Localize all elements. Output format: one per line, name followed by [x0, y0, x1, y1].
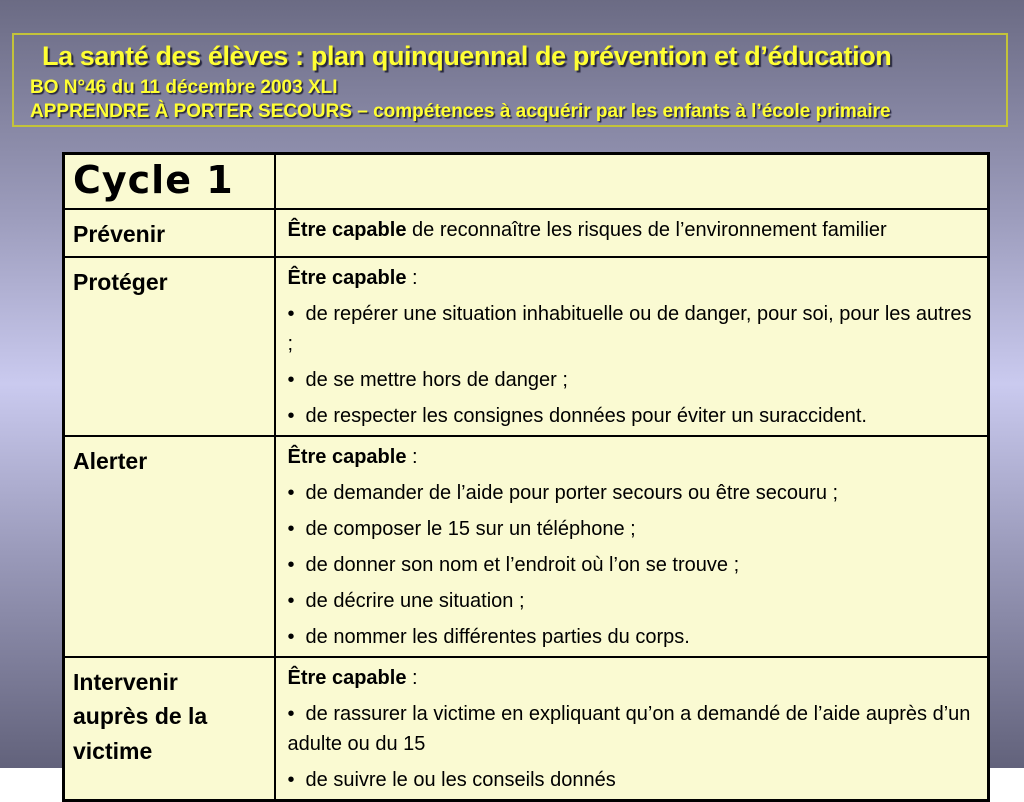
table-row-intervenir	[64, 657, 989, 801]
apprendre-secours-line: APPRENDRE À PORTER SECOURS – compétences à acquérir par les enfants à l’école primaire	[30, 101, 891, 123]
bullet-text: de demander de l’aide pour porter secours ou être secouru ;	[305, 481, 839, 504]
lead-sentence	[288, 663, 978, 693]
list-item	[288, 365, 978, 395]
table-row-prevenir	[64, 209, 989, 257]
cycle-title-cell: Cycle 1	[64, 154, 275, 209]
lead-rest: de reconnaître les risques de l’environnement familier	[406, 218, 887, 241]
bullet-text: de suivre le ou les conseils donnés	[305, 768, 616, 791]
content-cell-intervenir	[275, 657, 989, 801]
label-cell-proteger: Protéger	[64, 257, 275, 436]
etre-capable-bold: Être capable	[287, 445, 407, 468]
header-box	[12, 33, 1008, 127]
table-row-cycle	[64, 154, 989, 209]
bullet-icon: •	[287, 625, 295, 648]
lead-sentence	[288, 442, 978, 472]
bullet-text: de repérer une situation inhabituelle ou de danger, pour soi, pour les autres ;	[287, 302, 972, 355]
bullet-text: de composer le 15 sur un téléphone ;	[305, 517, 636, 540]
lead-rest: :	[406, 666, 418, 689]
list-item	[288, 514, 978, 544]
bullet-icon: •	[287, 481, 295, 504]
content-cell-proteger	[275, 257, 989, 436]
lead-rest: :	[406, 445, 418, 468]
list-item	[288, 550, 978, 580]
list-item	[288, 622, 978, 652]
etre-capable-bold: Être capable	[287, 218, 407, 241]
bullet-text: de nommer les différentes parties du corps.	[305, 625, 690, 648]
content-cell-prevenir	[275, 209, 989, 257]
bullet-icon: •	[287, 589, 295, 612]
list-item	[288, 765, 978, 795]
label-cell-prevenir: Prévenir	[64, 209, 275, 257]
lead-sentence	[288, 263, 978, 293]
content-cell-alerter	[275, 436, 989, 657]
cycle-empty-cell	[275, 154, 989, 209]
list-item	[288, 699, 978, 759]
lead-sentence	[288, 215, 978, 245]
bullet-icon: •	[287, 553, 295, 576]
list-item	[288, 401, 978, 431]
lead-rest: :	[406, 266, 418, 289]
bullet-text: de respecter les consignes données pour éviter un suraccident.	[305, 404, 867, 427]
bullet-icon: •	[287, 517, 295, 540]
bullet-text: de décrire une situation ;	[305, 589, 525, 612]
bullet-text: de rassurer la victime en expliquant qu’on a demandé de l’aide auprès d’un adulte ou du 15	[287, 702, 971, 755]
label-cell-alerter: Alerter	[64, 436, 275, 657]
bullet-icon: •	[287, 302, 295, 325]
page-title: La santé des élèves : plan quinquennal de prévention et d’éducation	[42, 41, 892, 71]
label-cell-intervenir: Intervenir auprès de la victime	[64, 657, 275, 801]
list-item	[288, 586, 978, 616]
table-row-proteger	[64, 257, 989, 436]
etre-capable-bold: Être capable	[287, 266, 407, 289]
bo-reference-line: BO N°46 du 11 décembre 2003 XLI	[30, 77, 338, 99]
etre-capable-bold: Être capable	[287, 666, 407, 689]
competences-table	[62, 152, 990, 802]
bullet-icon: •	[287, 702, 295, 725]
bullet-icon: •	[287, 368, 295, 391]
list-item	[288, 299, 978, 359]
bullet-icon: •	[287, 768, 295, 791]
bullet-text: de se mettre hors de danger ;	[305, 368, 568, 391]
table-row-alerter	[64, 436, 989, 657]
list-item	[288, 478, 978, 508]
bullet-icon: •	[287, 404, 295, 427]
bullet-text: de donner son nom et l’endroit où l’on se trouve ;	[305, 553, 740, 576]
